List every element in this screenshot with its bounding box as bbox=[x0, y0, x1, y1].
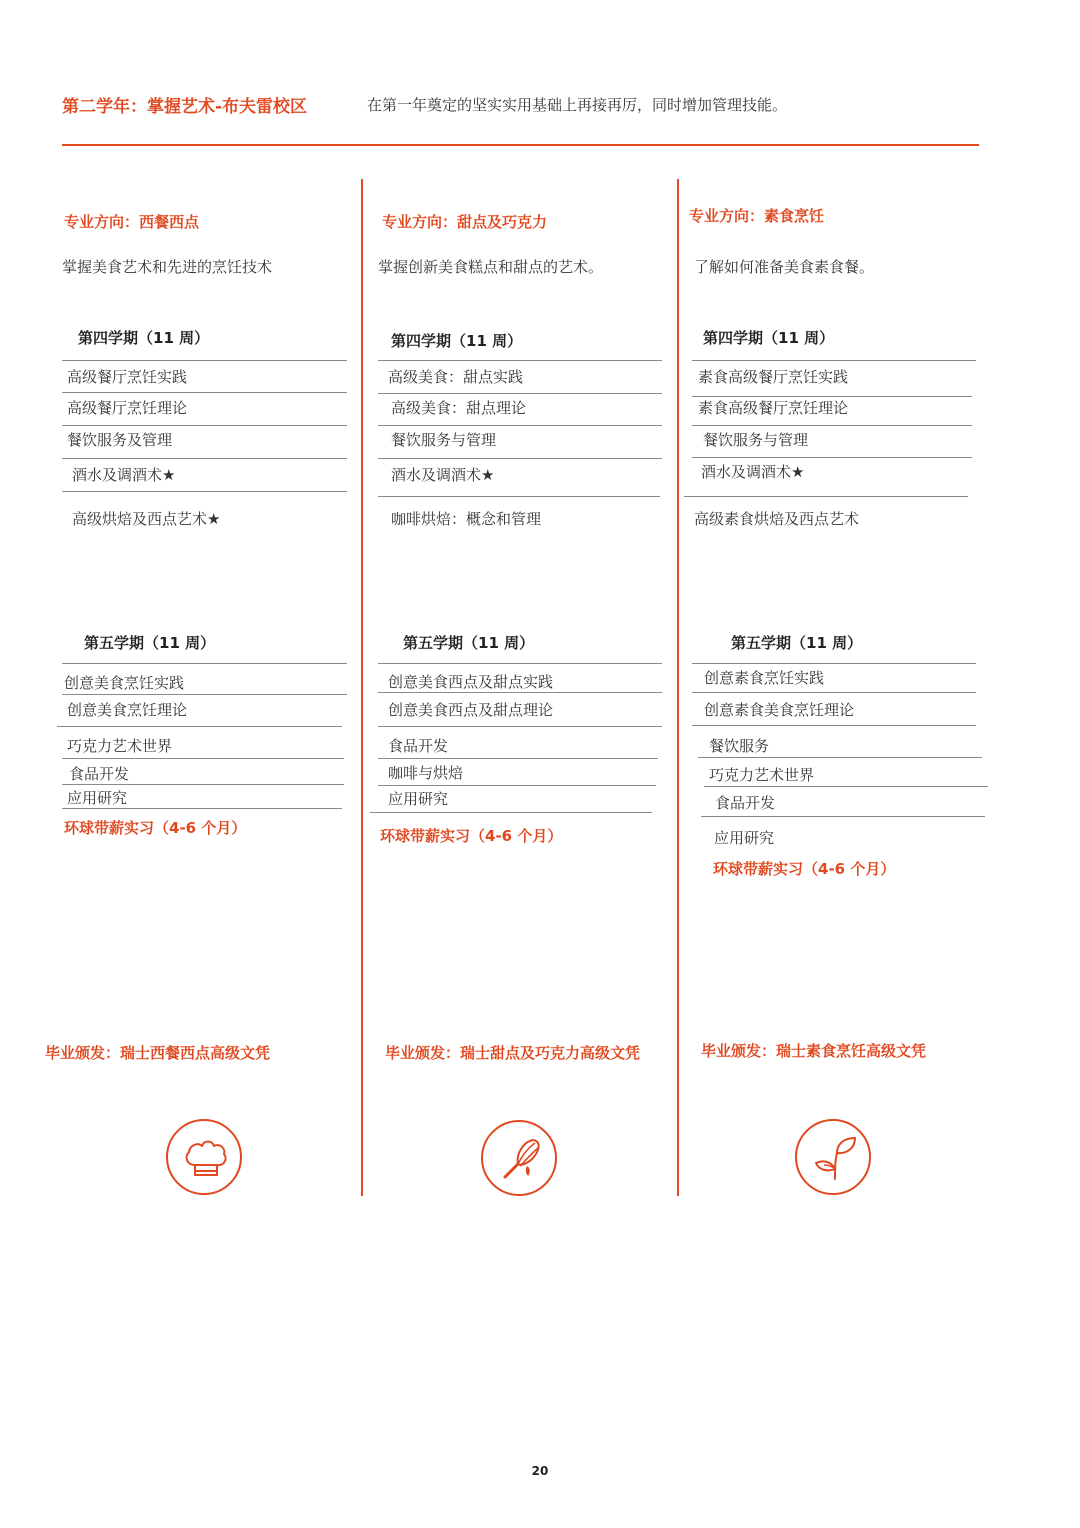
divider bbox=[684, 496, 968, 497]
course-item: 创意美食烹饪实践 bbox=[64, 674, 185, 692]
term5-title: 第五学期（11 周） bbox=[84, 634, 216, 652]
specialization-title: 专业方向：西餐西点 bbox=[64, 213, 200, 231]
specialization-description: 掌握美食艺术和先进的烹饪技术 bbox=[62, 258, 273, 276]
diploma-label: 毕业颁发：瑞士西餐西点高级文凭 bbox=[45, 1044, 271, 1062]
whisk-icon bbox=[481, 1120, 557, 1196]
divider bbox=[378, 458, 662, 459]
sprout-icon bbox=[795, 1119, 871, 1195]
divider bbox=[701, 816, 985, 817]
course-item: 高级烘焙及西点艺术★ bbox=[72, 510, 221, 528]
term4-title: 第四学期（11 周） bbox=[703, 329, 835, 347]
course-item: 高级餐厅烹饪理论 bbox=[67, 399, 188, 417]
divider bbox=[692, 457, 972, 458]
course-item: 创意美食西点及甜点实践 bbox=[388, 673, 554, 691]
divider bbox=[378, 726, 662, 727]
divider bbox=[378, 360, 662, 361]
course-item: 食品开发 bbox=[388, 737, 449, 755]
divider bbox=[692, 663, 976, 664]
divider bbox=[62, 758, 344, 759]
course-item: 酒水及调酒术★ bbox=[391, 466, 495, 484]
course-item: 应用研究 bbox=[67, 789, 128, 807]
column-divider bbox=[677, 179, 679, 1196]
divider bbox=[62, 694, 347, 695]
divider bbox=[62, 784, 344, 785]
course-item: 创意美食烹饪理论 bbox=[67, 701, 188, 719]
course-item: 咖啡烘焙：概念和管理 bbox=[391, 510, 542, 528]
internship-label: 环球带薪实习（4-6 个月） bbox=[713, 860, 896, 878]
divider bbox=[378, 425, 662, 426]
term5-title: 第五学期（11 周） bbox=[403, 634, 535, 652]
course-item: 高级美食：甜点实践 bbox=[388, 368, 524, 386]
specialization-title: 专业方向：素食烹饪 bbox=[689, 207, 825, 225]
divider bbox=[692, 425, 972, 426]
divider bbox=[378, 692, 662, 693]
course-item: 食品开发 bbox=[69, 765, 130, 783]
divider bbox=[704, 786, 988, 787]
divider bbox=[62, 392, 347, 393]
course-item: 巧克力艺术世界 bbox=[709, 766, 815, 784]
course-item: 应用研究 bbox=[388, 790, 449, 808]
divider bbox=[692, 725, 976, 726]
divider bbox=[378, 663, 662, 664]
divider bbox=[692, 360, 976, 361]
divider bbox=[62, 458, 347, 459]
term5-title: 第五学期（11 周） bbox=[731, 634, 863, 652]
divider bbox=[62, 663, 347, 664]
divider bbox=[62, 360, 347, 361]
course-item: 酒水及调酒术★ bbox=[72, 466, 176, 484]
course-item: 餐饮服务及管理 bbox=[67, 431, 173, 449]
course-item: 餐饮服务与管理 bbox=[703, 431, 809, 449]
specialization-description: 掌握创新美食糕点和甜点的艺术。 bbox=[378, 258, 604, 276]
divider bbox=[62, 425, 347, 426]
internship-label: 环球带薪实习（4-6 个月） bbox=[64, 819, 247, 837]
divider bbox=[698, 757, 982, 758]
course-item: 酒水及调酒术★ bbox=[701, 463, 805, 481]
course-item: 素食高级餐厅烹饪实践 bbox=[698, 368, 849, 386]
page-number: 20 bbox=[531, 1464, 549, 1478]
diploma-label: 毕业颁发：瑞士素食烹饪高级文凭 bbox=[701, 1042, 927, 1060]
course-item: 咖啡与烘焙 bbox=[388, 764, 464, 782]
page-description: 在第一年奠定的坚实实用基础上再接再厉，同时增加管理技能。 bbox=[367, 96, 788, 114]
course-item: 素食高级餐厅烹饪理论 bbox=[698, 399, 849, 417]
divider bbox=[370, 812, 652, 813]
header-divider bbox=[62, 144, 979, 146]
divider bbox=[378, 496, 660, 497]
course-item: 巧克力艺术世界 bbox=[67, 737, 173, 755]
divider bbox=[378, 393, 662, 394]
divider bbox=[62, 808, 342, 809]
divider bbox=[378, 785, 656, 786]
specialization-description: 了解如何准备美食素食餐。 bbox=[694, 258, 875, 276]
course-item: 应用研究 bbox=[714, 829, 775, 847]
page-title: 第二学年：掌握艺术-布夫雷校区 bbox=[62, 97, 308, 117]
course-item: 创意素食美食烹饪理论 bbox=[704, 701, 855, 719]
diploma-label: 毕业颁发：瑞士甜点及巧克力高级文凭 bbox=[385, 1044, 641, 1062]
course-item: 食品开发 bbox=[715, 794, 776, 812]
course-item: 创意素食烹饪实践 bbox=[704, 669, 825, 687]
specialization-title: 专业方向：甜点及巧克力 bbox=[382, 213, 548, 231]
divider bbox=[692, 692, 976, 693]
divider bbox=[378, 758, 658, 759]
course-item: 餐饮服务与管理 bbox=[391, 431, 497, 449]
term4-title: 第四学期（11 周） bbox=[78, 329, 210, 347]
column-divider bbox=[361, 179, 363, 1196]
divider bbox=[62, 491, 347, 492]
term4-title: 第四学期（11 周） bbox=[391, 332, 523, 350]
course-item: 餐饮服务 bbox=[709, 737, 770, 755]
chef-hat-icon bbox=[166, 1119, 242, 1195]
divider bbox=[57, 726, 342, 727]
course-item: 高级美食：甜点理论 bbox=[391, 399, 527, 417]
internship-label: 环球带薪实习（4-6 个月） bbox=[380, 827, 563, 845]
course-item: 创意美食西点及甜点理论 bbox=[388, 701, 554, 719]
course-item: 高级素食烘焙及西点艺术 bbox=[694, 510, 860, 528]
course-item: 高级餐厅烹饪实践 bbox=[67, 368, 188, 386]
